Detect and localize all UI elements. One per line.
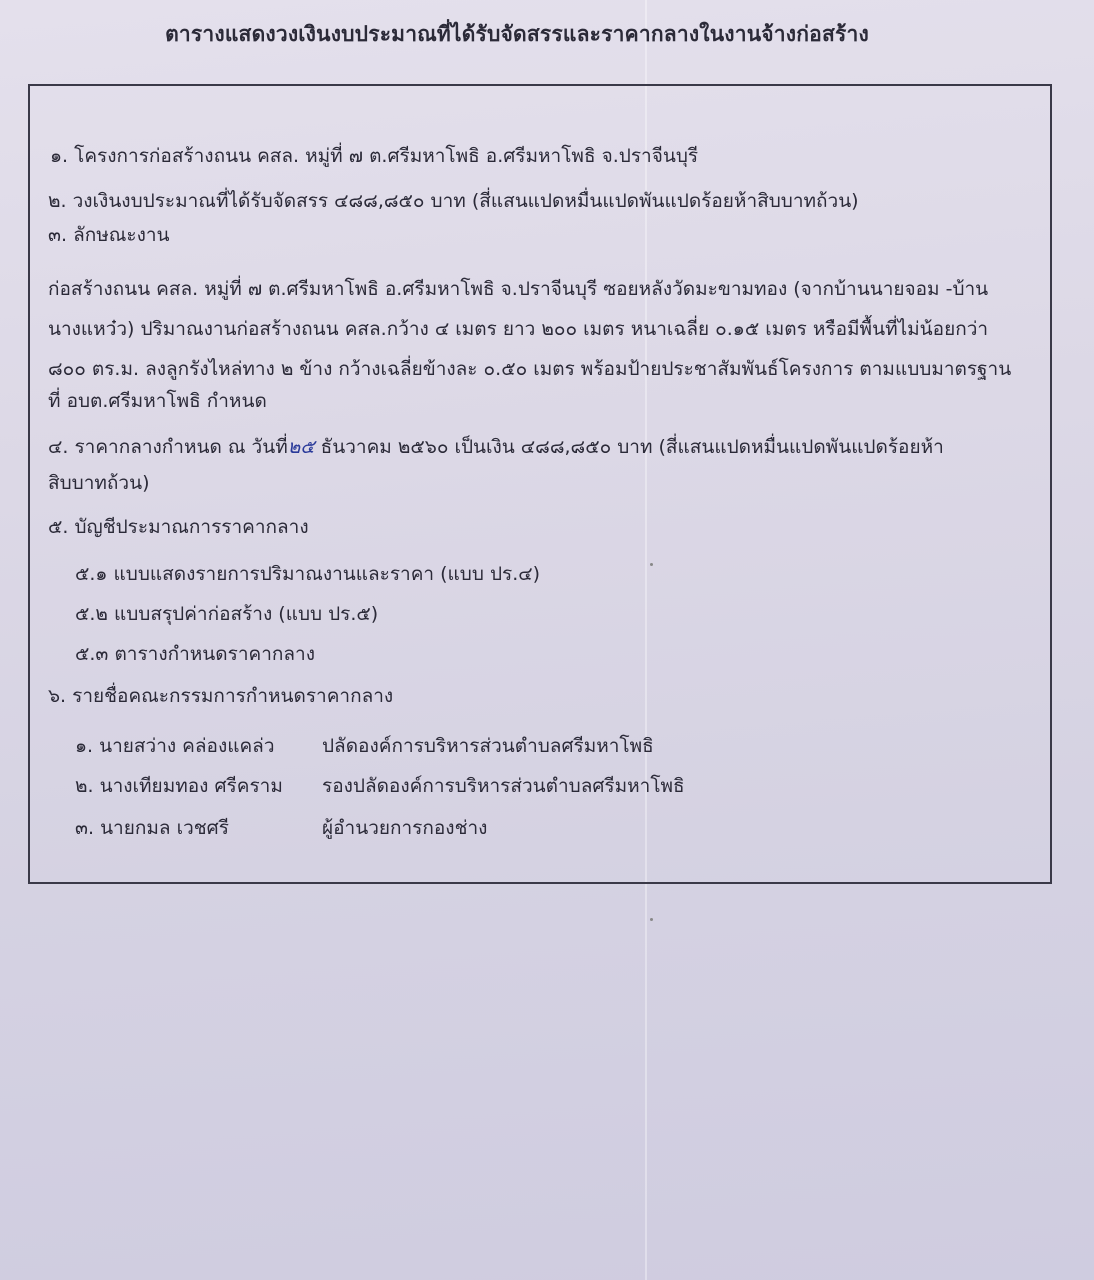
item-5-heading: ๕. บัญชีประมาณการราคากลาง	[48, 516, 309, 538]
paper-speck	[650, 918, 653, 921]
item-2-budget: ๒. วงเงินงบประมาณที่ได้รับจัดสรร ๔๘๘,๘๕๐ บาท (สี่แสนแปดหมื่นแปดพันแปดร้อยห้าสิบบาทถ้วน)	[48, 190, 859, 212]
committee-member-2-name: ๒. นางเทียมทอง ศรีคราม	[75, 775, 283, 797]
paper-speck	[650, 563, 653, 566]
item-4-line-2: สิบบาทถ้วน)	[48, 472, 150, 494]
item-3-description-line-1: ก่อสร้างถนน คสล. หมู่ที่ ๗ ต.ศรีมหาโพธิ อ.ศรีมหาโพธิ จ.ปราจีนบุรี ซอยหลังวัดมะขามทอง (จากบ้านนายจอม -บ้าน	[48, 278, 989, 300]
committee-member-2-position: รองปลัดองค์การบริหารส่วนตำบลศรีมหาโพธิ	[322, 775, 685, 797]
committee-member-3-name: ๓. นายกมล เวชศรี	[75, 817, 229, 839]
committee-member-1-position: ปลัดองค์การบริหารส่วนตำบลศรีมหาโพธิ	[322, 735, 654, 757]
committee-member-1-name: ๑. นายสว่าง คล่องแคล่ว	[75, 735, 275, 757]
item-5-2: ๕.๒ แบบสรุปค่าก่อสร้าง (แบบ ปร.๕)	[75, 603, 379, 625]
item-3-description-line-4: ที่ อบต.ศรีมหาโพธิ กำหนด	[48, 390, 267, 412]
item-3-heading: ๓. ลักษณะงาน	[48, 224, 170, 246]
item-5-1: ๕.๑ แบบแสดงรายการปริมาณงานและราคา (แบบ ปร.๔)	[75, 563, 541, 585]
item-6-heading: ๖. รายชื่อคณะกรรมการกำหนดราคากลาง	[48, 685, 394, 707]
item-3-description-line-3: ๘๐๐ ตร.ม. ลงลูกรังไหล่ทาง ๒ ข้าง กว้างเฉลี่ยข้างละ ๐.๕๐ เมตร พร้อมป้ายประชาสัมพันธ์โครงการ ตามแบบมาตรฐาน	[48, 358, 1012, 380]
item-3-description-line-2: นางแหว๋ว) ปริมาณงานก่อสร้างถนน คสล.กว้าง ๔ เมตร ยาว ๒๐๐ เมตร หนาเฉลี่ย ๐.๑๕ เมตร หรือมีพื้นที่ไม่น้อยกว่า	[48, 318, 989, 340]
document-title: ตารางแสดงวงเงินงบประมาณที่ได้รับจัดสรรและราคากลางในงานจ้างก่อสร้าง	[165, 22, 869, 46]
item-4-median-price	[48, 438, 944, 457]
committee-member-3-position: ผู้อำนวยการกองช่าง	[322, 817, 488, 839]
item-1-project: ๑. โครงการก่อสร้างถนน คสล. หมู่ที่ ๗ ต.ศรีมหาโพธิ อ.ศรีมหาโพธิ จ.ปราจีนบุรี	[50, 145, 699, 167]
item-5-3: ๕.๓ ตารางกำหนดราคากลาง	[75, 643, 315, 665]
handwritten-day: ๒๕	[287, 436, 315, 458]
item-4-prefix: ๔. ราคากลางกำหนด ณ วันที่	[48, 436, 288, 458]
item-4-suffix: ธันวาคม ๒๕๖๐ เป็นเงิน ๔๘๘,๘๕๐ บาท (สี่แสนแปดหมื่นแปดพันแปดร้อยห้า	[314, 436, 944, 458]
